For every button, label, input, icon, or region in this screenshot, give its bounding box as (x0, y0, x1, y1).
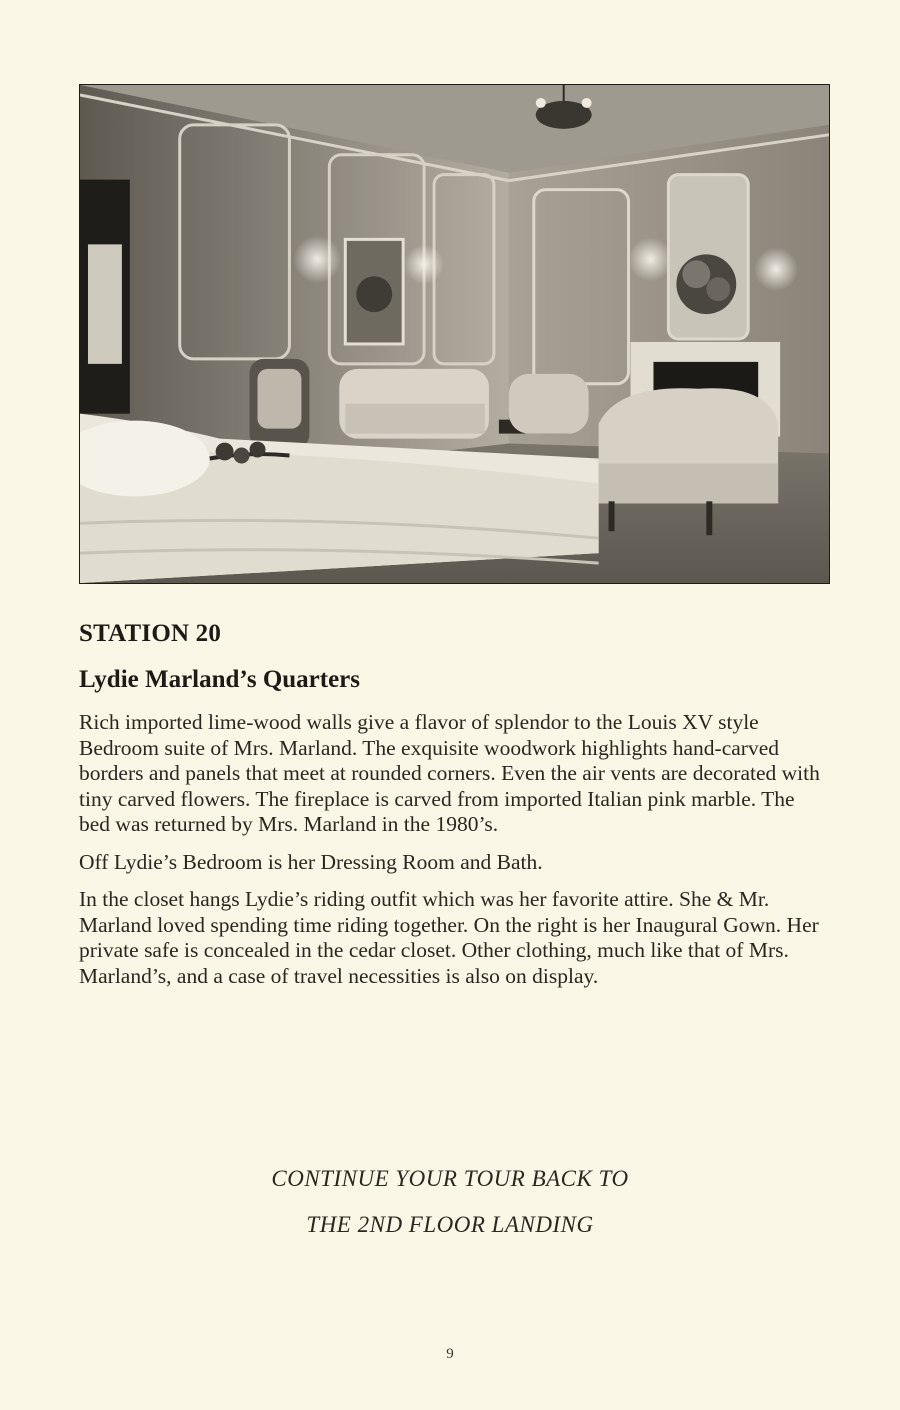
page-title: Lydie Marland’s Quarters (79, 666, 361, 693)
tour-direction-line-1: CONTINUE YOUR TOUR BACK TO (271, 1166, 629, 1191)
page-number: 9 (446, 1346, 454, 1362)
bedroom-photo (79, 84, 830, 584)
tour-direction-line-2: THE 2ND FLOOR LANDING (306, 1212, 594, 1237)
paragraph-dressing-room: Off Lydie’s Bedroom is her Dressing Room and Bath. (79, 849, 543, 874)
paragraph-bedroom: Rich imported lime-wood walls give a flavor of splendor to the Louis XV style Bedroom suite of Mrs. Marland. The exquisite woodwork highlights hand-carved borders and panels that meet at rounded corners. Even the air vents are decorated with tiny carved flowers. The fireplace is carved from imported Italian pink marble. The bed was returned by Mrs. Marland in the 1980’s. (79, 710, 820, 836)
description (79, 710, 821, 1001)
bedroom-photo-illustration (80, 85, 829, 583)
station-number: STATION 20 (79, 620, 222, 647)
paragraph-closet: In the closet hangs Lydie’s riding outfit which was her favorite attire. She & Mr. Marland loved spending time riding together. On the right is her Inaugural Gown. Her private safe is concealed in the cedar closet. Other clothing, much like that of Mrs. Marland’s, and a case of travel necessities is also on display. (79, 887, 819, 988)
